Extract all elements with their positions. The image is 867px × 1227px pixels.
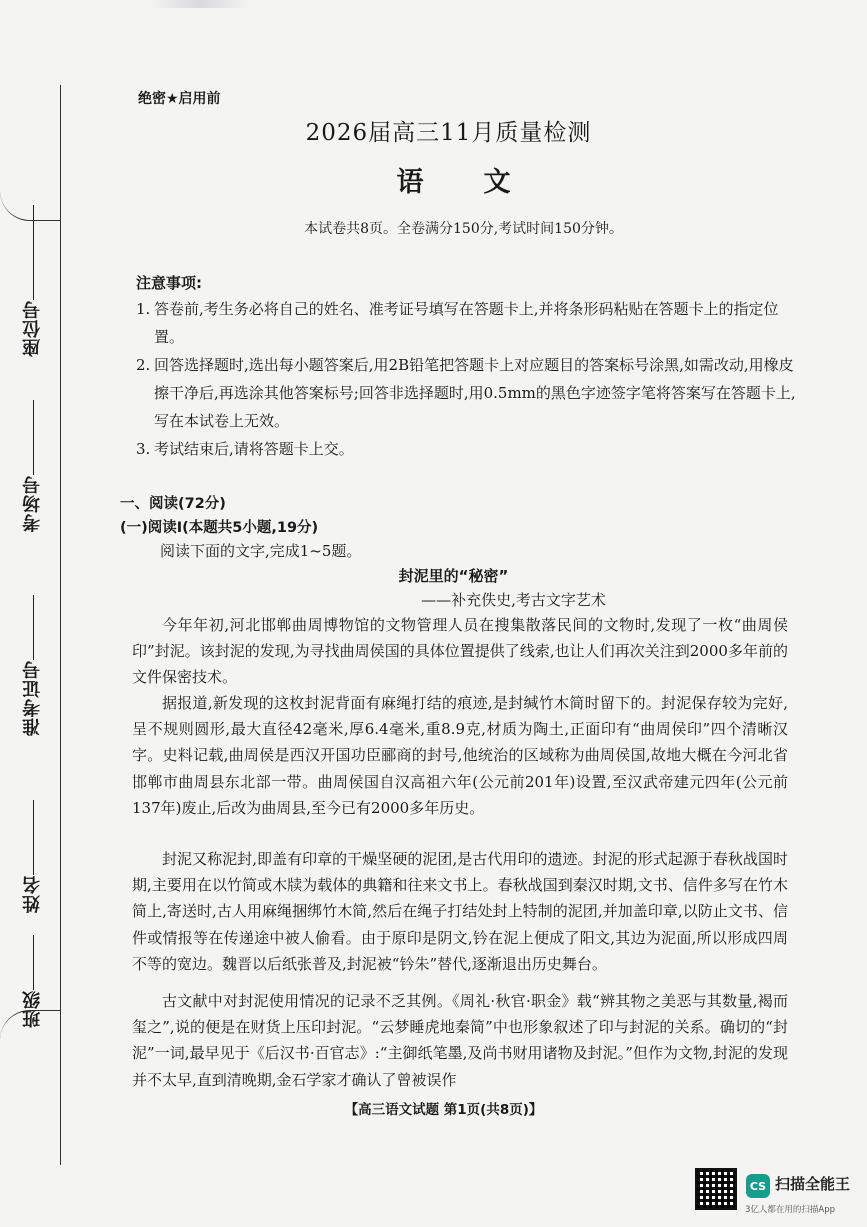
binding-line <box>60 85 61 1165</box>
seat-label: 座位号 <box>22 300 43 357</box>
name-underline <box>33 800 34 875</box>
notice-heading: 注意事项: <box>136 274 202 292</box>
class-field <box>22 935 44 1028</box>
notice-number: 1. <box>136 300 151 318</box>
article-paragraph: 古文献中对封泥使用情况的记录不乏其例。《周礼·秋官·职金》载“辨其物之美恶与其数量,褐而玺之”,说的便是在财货上压印封泥。“云梦睡虎地秦简”中也形象叙述了印与封泥的关系。确切的“封泥”一词,最早见于《后汉书·百官志》:“主御纸笔墨,及尚书财用诸物及封泥。”但作为文物,封泥的发现并不太早,直到清晚期,金石学家才确认了曾被误作 <box>132 992 788 1089</box>
article-paragraph: 据报道,新发现的这枚封泥背面有麻绳打结的痕迹,是封缄竹木简时留下的。封泥保存较为完好,呈不规则圆形,最大直径42毫米,厚6.4毫米,重8.9克,材质为陶土,正面印有“曲周侯印”四个清晰汉字。史料记载,曲周侯是西汉开国功臣郦商的封号,他统治的区域称为曲周侯国,故地大概在今河北省邯郸市曲周县东北部一带。曲周侯国自汉高祖六年(公元前201年)设置,至汉武帝建元四年(公元前137年)废止,后改为曲周县,至今已有2000多年历史。 <box>132 694 788 817</box>
notice-item <box>136 295 796 351</box>
notice-text: 考试结束后,请将答题卡上交。 <box>154 440 354 458</box>
subject-title: 语文 <box>396 167 571 198</box>
name-field <box>22 800 44 913</box>
camscanner-name: 扫描全能王 <box>775 1175 851 1193</box>
subpart-heading: (一)阅读Ⅰ(本题共5小题,19分) <box>120 520 319 536</box>
notice-number: 3. <box>136 440 151 458</box>
page-footer: 【高三语文试题 第1页(共8页)】 <box>344 1102 543 1118</box>
camscanner-logo-icon: CS <box>746 1174 770 1198</box>
room-field <box>22 400 44 532</box>
qr-code-icon <box>695 1168 737 1210</box>
name-label: 姓名 <box>22 875 43 913</box>
scan-smudge <box>150 0 250 8</box>
article-title: 封泥里的“秘密” <box>398 567 509 585</box>
class-underline <box>33 935 34 990</box>
room-label: 考场号 <box>22 475 43 532</box>
part-heading: 一、阅读(72分) <box>120 496 226 512</box>
article-subtitle: ——补充佚史,考古文字艺术 <box>421 591 606 609</box>
notice-item <box>136 435 796 463</box>
exam-info: 本试卷共8页。全卷满分150分,考试时间150分钟。 <box>304 221 623 237</box>
class-label: 班级 <box>22 990 43 1028</box>
notice-item <box>136 351 796 435</box>
camscanner-tagline: 3亿人都在用的扫描App <box>745 1205 836 1215</box>
ticket-field <box>22 595 44 736</box>
notice-text: 答卷前,考生务必将自己的姓名、准考证号填写在答题卡上,并将条形码粘贴在答题卡上的指定位置。 <box>154 300 779 346</box>
exam-title: 2026届高三11月质量检测 <box>305 120 592 146</box>
confidential-mark: 绝密★启用前 <box>138 91 221 107</box>
article-paragraph: 今年年初,河北邯郸曲周博物馆的文物管理人员在搜集散落民间的文物时,发现了一枚“曲周侯印”封泥。该封泥的发现,为寻找曲周侯国的具体位置提供了线索,也让人们再次关注到2000多年前的文件保密技术。 <box>132 616 788 687</box>
notice-text: 回答选择题时,选出每小题答案后,用2B铅笔把答题卡上对应题目的答案标号涂黑,如需改动,用橡皮擦干净后,再选涂其他答案标号;回答非选择题时,用0.5mm的黑色字迹签字笔将答案写在答题卡上,写在本试卷上无效。 <box>154 356 796 430</box>
notice-number: 2. <box>136 356 151 374</box>
article-paragraph: 封泥又称泥封,即盖有印章的干燥坚硬的泥团,是古代用印的遗迹。封泥的形式起源于春秋战国时期,主要用在以竹简或木牍为载体的典籍和往来文书上。春秋战国到秦汉时期,文书、信件多写在竹木简上,寄送时,古人用麻绳捆绑竹木简,然后在绳子打结处封上特制的泥团,并加盖印章,以防止文书、信件或情报等在传递途中被人偷看。由于原印是阴文,钤在泥上便成了阳文,其边为泥面,所以形成四周不等的宽边。魏晋以后纸张普及,封泥被“钤朱”替代,逐渐退出历史舞台。 <box>132 850 788 973</box>
instruction: 阅读下面的文字,完成1~5题。 <box>160 542 362 560</box>
room-underline <box>33 400 34 475</box>
ticket-label: 准考证号 <box>22 660 43 736</box>
